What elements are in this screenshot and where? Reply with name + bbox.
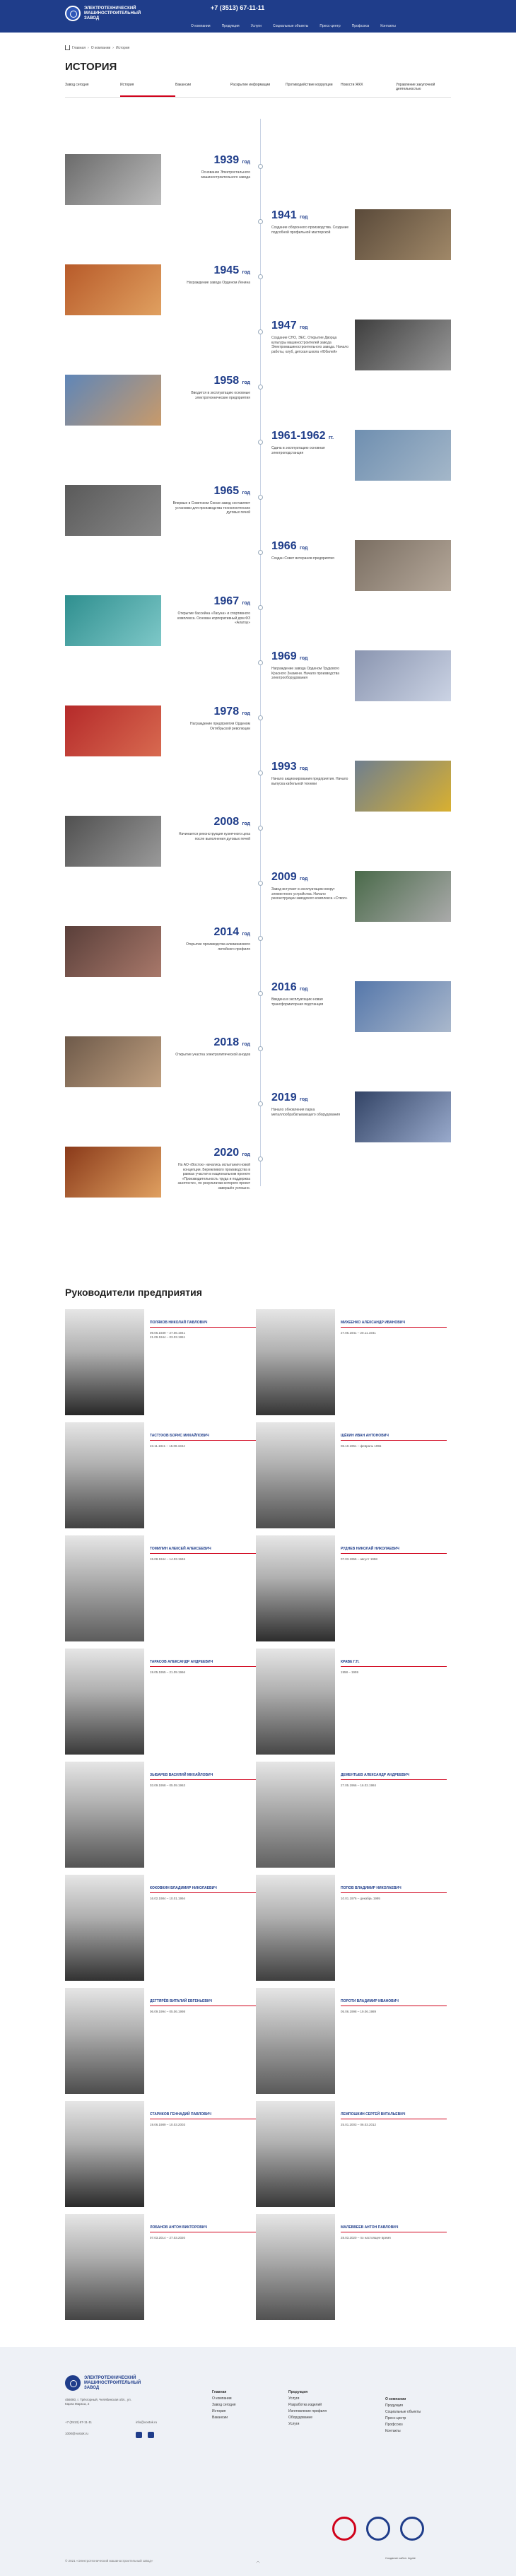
manager-portrait [65,1988,144,2094]
footer-link[interactable]: Пресс-центр [385,2416,406,2420]
timeline-dot [258,440,263,445]
timeline-text [172,816,250,841]
timeline-desc: Награждение завода Орденом Трудового Красного Знамени. Начало производства электрооборудования [271,667,340,680]
timeline-dot [258,1046,263,1051]
breadcrumb-item[interactable]: Главная [72,45,86,50]
timeline-text [172,595,250,626]
manager-name: МАЛЕВВЕЕВ АНТОН ПАВЛОВИЧ [341,2225,447,2232]
timeline-text [271,430,349,455]
manager-info [341,2112,447,2127]
manager-info [150,2112,256,2127]
manager-info [341,1660,447,1675]
manager-info [341,2225,447,2240]
manager-card [256,1309,447,1415]
manager-info [150,1660,256,1675]
manager-name: КРАВЕ Г.П. [341,1660,447,1667]
manager-card [256,1649,447,1755]
manager-years: 06.09.1994 – 05.06.1998 [150,2010,186,2013]
timeline-year-unit: год [300,877,308,882]
timeline-year-value: 2016 [271,981,297,993]
footer-phone[interactable]: +7 (3513) 67-11-11 [65,2420,92,2424]
timeline-text [172,154,250,180]
timeline-year-value: 1967 [213,595,240,607]
timeline-year-value: 1969 [271,650,297,662]
timeline-text [172,485,250,515]
timeline-year [172,706,250,720]
timeline-year-unit: год [242,380,250,385]
manager-name: СТАРИКОВ ГЕННАДИЙ ПАВЛОВИЧ [150,2112,256,2119]
manager-name: ЛОБАНОВ АНТОН ВИКТОРОВИЧ [150,2225,256,2232]
timeline-year-unit: год [242,491,250,496]
tab-disclosure[interactable]: Раскрытие информации [230,83,271,87]
manager-card [65,1875,256,1981]
timeline-year [172,1036,250,1051]
timeline-year [172,1147,250,1161]
timeline-year [271,761,349,775]
timeline-text [271,981,349,1007]
footer-address: 456080, г. Трёхгорный, Челябинская обл., ул. Карла Маркса, 2 [65,2398,131,2406]
timeline-desc: Начинается реконструкция кузнечного цеха после выполнения дуговых печей [178,832,250,841]
timeline-year-unit: год [300,546,308,551]
manager-card [256,1422,447,1528]
manager-name: ТАСТУХОВ БОРИС МИХАЙЛОВИЧ [150,1434,256,1441]
timeline-year [271,320,349,334]
manager-card [65,2214,256,2320]
logo-text: ЭЛЕКТРОТЕХНИЧЕСКИЙ МАШИНОСТРОИТЕЛЬНЫЙ ЗАВОД [84,6,141,21]
manager-portrait [256,1988,335,2094]
timeline-desc: Создание оборонного производства. Создание подсобной профильной мастерской [271,226,349,235]
timeline-year-unit: год [242,1042,250,1047]
tab-housing-news[interactable]: Новости ЖКХ [341,83,363,87]
social-links [136,2432,154,2438]
timeline-desc: Начало обновления парка металлообрабатывающего оборудования [271,1108,340,1117]
timeline-year [172,926,250,941]
manager-card [65,1422,256,1528]
manager-card [256,2101,447,2207]
timeline-photo [355,320,451,370]
nav-item[interactable]: Услуги [250,24,262,28]
timeline-photo [355,540,451,591]
footer-link[interactable]: Вакансии [212,2416,228,2420]
manager-name: РУДНЕВ НИКОЛАЙ НИКОЛАЕВИЧ [341,1547,447,1554]
tab-today[interactable]: Завод сегодня [65,83,89,87]
tab-anticorruption[interactable]: Противодействие коррупции [286,83,333,87]
timeline-dot [258,826,263,831]
footer-col-head[interactable]: О компании [385,2397,406,2401]
manager-portrait [65,1535,144,1641]
manager-years: 19.06.1989 – 10.03.2003 [150,2123,186,2126]
manager-years: 28.03.2020 – по настоящее время [341,2236,391,2240]
timeline-desc: Впервые в Советском Союзе завод составляет установки для производства технологических дуговых печей [172,501,250,515]
timeline-dot [258,164,263,169]
partner-logo-icon[interactable] [400,2517,424,2541]
timeline-dot [258,881,263,886]
manager-years: 07.03.2014 – 27.03.2020 [150,2236,186,2240]
timeline-text [172,926,250,952]
breadcrumb-item: История [115,45,130,50]
site-footer [0,2347,516,2576]
timeline-dot [258,495,263,500]
manager-years: 16.02.1984 – 10.01.1994 [150,1897,186,1900]
manager-info [150,2225,256,2240]
timeline-photo [355,1091,451,1142]
timeline-desc: Создание СНО, ЭЕС. Открытие Дворца культуры машиностроителей завода Электромашиностроительного завода. Начало работы, клуб, детская школа «Юбилей» [271,336,348,354]
timeline-photo [65,485,161,536]
manager-card [65,1535,256,1641]
tab-history[interactable]: История [120,81,175,97]
timeline-year-value: 1958 [213,375,240,387]
manager-name: ПОПОВ ВЛАДИМИР НИКОЛАЕВИЧ [341,1886,447,1893]
footer-link[interactable]: Услуги [288,2422,300,2426]
manager-info [341,1321,447,1335]
manager-portrait [256,2214,335,2320]
partner-logo-icon[interactable] [332,2517,356,2541]
manager-info [341,1773,447,1788]
timeline-year [172,375,250,390]
timeline-year-unit: год [300,1097,308,1102]
timeline-year [271,871,349,886]
manager-name: ЗЫБАРЕВ ВАСИЛИЙ МИХАЙЛОВИЧ [150,1773,256,1780]
footer-link[interactable]: Продукция [385,2404,404,2408]
footer-link[interactable]: Профсоюз [385,2423,403,2427]
manager-card [256,1762,447,1868]
tab-vacancies[interactable]: Вакансии [175,83,192,87]
vk-icon[interactable] [136,2432,142,2438]
managers-title: Руководители предприятия [65,1287,202,1298]
footer-col-head[interactable]: Продукция [288,2390,308,2394]
timeline-year-unit: год [300,766,308,771]
site-header [0,0,516,33]
footer-link[interactable]: О компании [212,2396,232,2401]
manager-portrait [256,1422,335,1528]
timeline-text [271,209,349,235]
timeline-photo [65,816,161,867]
timeline-photo [65,154,161,205]
timeline-desc: Открытие производства алюминиевого литейного профиля [186,942,250,952]
footer-col-head[interactable]: Главная [212,2390,227,2394]
timeline-photo [355,761,451,812]
manager-name: ПОЛЯКОВ НИКОЛАЙ ПАВЛОВИЧ [150,1321,256,1328]
timeline-dot [258,936,263,941]
timeline-dot [258,1101,263,1106]
manager-info [150,1434,256,1448]
manager-card [256,1875,447,1981]
timeline-text [271,650,349,681]
timeline-text [172,1036,250,1058]
manager-years: 1958 – 1959 [341,1670,359,1674]
timeline-desc: Награждение завода Орденом Ленина [187,281,250,285]
timeline-text [172,706,250,731]
footer-col [288,2389,327,2428]
manager-portrait [256,1762,335,1868]
manager-name: ТАРАСОВ АЛЕКСАНДР АНДРЕЕВИЧ [150,1660,256,1667]
timeline-year [172,595,250,610]
scroll-up-icon[interactable]: ︿ [256,2560,261,2564]
manager-portrait [65,1649,144,1755]
timeline-text [271,1091,349,1117]
timeline-year-unit: гг. [328,435,334,440]
timeline-desc: Открытие бассейна «Лагуна» и спортивного комплекса. Основан корпоративный дом ФЗ «Алатау» [177,611,250,625]
nav-item[interactable]: О компании [191,24,211,28]
timeline-year [172,264,250,279]
manager-years: 10.01.1976 – декабрь 1995 [341,1897,380,1900]
timeline-year-value: 1966 [271,540,297,552]
timeline-year-value: 1947 [271,320,297,332]
timeline-year-value: 2008 [213,816,240,828]
footer-col [385,2396,421,2435]
footer-link[interactable]: Разработка изделий [288,2403,322,2407]
manager-years: 27.06.1941 – 20.11.1941 [341,1331,376,1335]
timeline-year-unit: год [242,932,250,937]
timeline-desc: Награждение предприятия Орденом Октябрьской революции [189,722,250,731]
timeline-photo [355,430,451,481]
header-phone[interactable]: +7 (3513) 67-11-11 [211,4,265,11]
manager-name: ПОРОТИ ВЛАДИМИР ИВАНОВИЧ [341,1999,447,2006]
manager-card [256,2214,447,2320]
manager-info [341,1999,447,2014]
manager-info [341,1547,447,1562]
timeline-desc: Завод вступает в эксплуатацию вокруг элементного устройства. Начало реконструкции заводского комплекса «Ствол» [271,887,348,901]
timeline-year-value: 1978 [213,706,240,718]
developer-credit[interactable]: Создание сайта: Ingate [385,2556,416,2560]
logo-emblem-icon [65,6,81,21]
timeline-desc: На АО «Восток» начались испытания новой концепции. Бережливого производства в рамках участия в национальном проекте «Производительность труда и поддержка занятости», по результатам которого проект завершён успешно. [177,1163,250,1190]
timeline-dot [258,605,263,610]
timeline-year-value: 1945 [213,264,240,276]
timeline-photo [65,1036,161,1087]
timeline-text [271,540,349,561]
footer-email[interactable]: info@vostok.ru [136,2420,158,2424]
manager-card [256,1988,447,2094]
footer-logo-text: ЭЛЕКТРОТЕХНИЧЕСКИЙ МАШИНОСТРОИТЕЛЬНЫЙ ЗАВОД [84,2375,141,2390]
manager-info [341,1434,447,1448]
timeline-dot [258,991,263,996]
timeline-year [172,485,250,500]
footer-link[interactable]: Социальные объекты [385,2410,421,2414]
manager-years: 07.03.1955 – август 1958 [341,1557,377,1561]
timeline-desc: Введена в эксплуатацию новая трансформаторная подстанция [271,997,324,1007]
timeline-year [172,816,250,831]
manager-portrait [256,1649,335,1755]
manager-years: 23.11.1941 – 15.08.1944 [150,1444,185,1448]
timeline-desc: Начало акционирования предприятия. Начало выпуска кабельной техники [271,777,348,786]
timeline-year-value: 1939 [213,154,240,166]
manager-portrait [65,1422,144,1528]
timeline-text [172,1147,250,1190]
timeline-photo [65,264,161,315]
timeline-year-value: 1941 [271,209,297,221]
footer-logo[interactable] [65,2375,148,2391]
timeline-year [271,540,349,555]
footer-link[interactable]: Изготовление профиля [288,2409,327,2413]
manager-card [65,1649,256,1755]
timeline-year-unit: год [242,1152,250,1157]
footer-link[interactable]: Услуги [288,2396,300,2401]
timeline-year-value: 1961-1962 [271,430,326,442]
manager-name: ЛЕМПОШКИН СЕРГЕЙ ВИТАЛЬЕВИЧ [341,2112,447,2119]
timeline-photo [65,926,161,977]
timeline-dot [258,329,263,334]
manager-name: КОКОВКИН ВЛАДИМИР НИКОЛАЕВИЧ [150,1886,256,1893]
timeline-year-unit: год [242,160,250,165]
nav-item[interactable]: Профсоюз [351,24,370,28]
manager-info [150,1321,256,1340]
timeline-dot [258,715,263,720]
timeline-desc: Создан Совет ветеранов предприятия [271,556,334,561]
timeline-year-value: 2018 [213,1036,240,1048]
timeline-photo [355,981,451,1032]
timeline-dot [258,1157,263,1161]
timeline-photo [355,209,451,260]
timeline-text [172,375,250,400]
manager-card [256,1535,447,1641]
timeline-text [271,871,349,901]
manager-portrait [256,2101,335,2207]
copyright: © 2021 «Электротехнический машиностроительный завод» [65,2559,153,2563]
manager-card [65,1988,256,2094]
timeline-photo [65,595,161,646]
page-title: ИСТОРИЯ [65,61,117,73]
timeline-year [271,981,349,996]
timeline-text [172,264,250,286]
manager-name: МИХЕЕНКО АЛЕКСАНДР ИВАНОВИЧ [341,1321,447,1328]
timeline-year [271,650,349,665]
logo-emblem-icon [65,2375,81,2391]
manager-years: 09.06.1939 – 27.06.1941 21.09.1944 – 03.03.1951 [150,1331,186,1339]
timeline-year [172,154,250,169]
timeline-year-value: 1993 [271,761,297,773]
timeline-text [271,320,349,354]
timeline-desc: Основание Электростального машиностроительного завода [201,170,250,180]
manager-name: ДЕМЕНТЬЕВ АЛЕКСАНДР АНДРЕЕВИЧ [341,1773,447,1780]
manager-info [150,1547,256,1562]
partner-logo-icon[interactable] [366,2517,390,2541]
footer-col [212,2389,235,2421]
timeline-desc: Сдача в эксплуатацию основная электроподстанция [271,446,325,455]
timeline-year-unit: год [242,601,250,606]
timeline-dot [258,274,263,279]
partner-logos [332,2517,424,2541]
nav-item[interactable]: Социальные объекты [272,24,309,28]
manager-card [65,1762,256,1868]
tab-procurement[interactable]: Управление закупочной деятельностью [396,83,435,91]
manager-portrait [256,1309,335,1415]
timeline-year-value: 2019 [271,1091,297,1103]
timeline-year-unit: год [242,711,250,716]
manager-name: ЩЁКИН ИВАН АНТОНОВИЧ [341,1434,447,1441]
timeline-year-unit: год [300,656,308,661]
timeline-dot [258,771,263,775]
manager-years: 03.09.1958 – 05.09.1963 [150,1784,186,1787]
timeline-year-unit: год [300,215,308,220]
timeline-year-unit: год [242,270,250,275]
footer-email-2[interactable]: 1000@vostok.ru [65,2432,88,2435]
manager-portrait [65,2214,144,2320]
manager-card [65,1309,256,1415]
footer-link[interactable]: Контакты [385,2429,401,2433]
manager-portrait [65,1762,144,1868]
timeline-year-unit: год [242,821,250,826]
timeline-photo [355,650,451,701]
breadcrumb: Главная › О компании › История [65,45,129,50]
timeline-photo [65,375,161,426]
main-nav [191,24,396,28]
manager-portrait [256,1535,335,1641]
timeline-year-value: 2020 [213,1147,240,1159]
timeline-desc: Вводится в эксплуатацию основные электротехнические предприятия [191,391,250,400]
footer-link[interactable]: История [212,2409,226,2413]
manager-portrait [65,1875,144,1981]
manager-years: 25.01.2003 – 06.03.2012 [341,2123,377,2126]
manager-portrait [65,2101,144,2207]
nav-item[interactable]: Контакты [380,24,396,28]
manager-years: 27.05.1966 – 16.02.1984 [341,1784,377,1787]
timeline-year [271,430,349,445]
timeline-dot [258,385,263,390]
timeline-photo [355,871,451,922]
telegram-icon[interactable] [148,2432,154,2438]
manager-name: ДЕГТЯРЁВ ВИТАЛИЙ ЕВГЕНЬЕВИЧ [150,1999,256,2006]
manager-info [150,1886,256,1901]
timeline-photo [65,1147,161,1198]
manager-years: 19.05.1955 – 21.09.1966 [150,1670,186,1674]
manager-info [341,1886,447,1901]
timeline-dot [258,660,263,665]
nav-item[interactable]: Пресс-центр [319,24,341,28]
home-icon[interactable] [65,45,70,50]
manager-info [150,1999,256,2014]
manager-portrait [256,1875,335,1981]
timeline-year-unit: год [300,325,308,330]
breadcrumb-item[interactable]: О компании [90,45,111,50]
manager-card [65,2101,256,2207]
manager-portrait [65,1309,144,1415]
timeline-text [271,761,349,786]
timeline-dot [258,550,263,555]
timeline-year [271,1091,349,1106]
section-tabs [65,81,451,98]
timeline-year [271,209,349,224]
manager-years: 06.10.1951 – февраль 1955 [341,1444,382,1448]
timeline-year-value: 2009 [271,871,297,883]
nav-item[interactable]: Продукция [221,24,240,28]
manager-info [150,1773,256,1788]
footer-link[interactable]: Оборудование [288,2416,313,2420]
timeline-dot [258,219,263,224]
timeline-photo [65,706,161,756]
footer-link[interactable]: Завод сегодня [212,2403,236,2407]
site-logo[interactable] [65,6,148,21]
timeline-desc: Открытие участка электролитической анодов [175,1053,250,1057]
timeline-year-unit: год [300,987,308,992]
timeline-year-value: 1965 [213,485,240,497]
manager-name: ТОМИЛИН АЛЕКСЕЙ АЛЕКСЕЕВИЧ [150,1547,256,1554]
manager-years: 15.08.1944 – 14.03.1946 [150,1557,186,1561]
timeline-year-value: 2014 [213,926,240,938]
manager-years: 05.06.1998 – 19.06.1989 [341,2010,377,2013]
